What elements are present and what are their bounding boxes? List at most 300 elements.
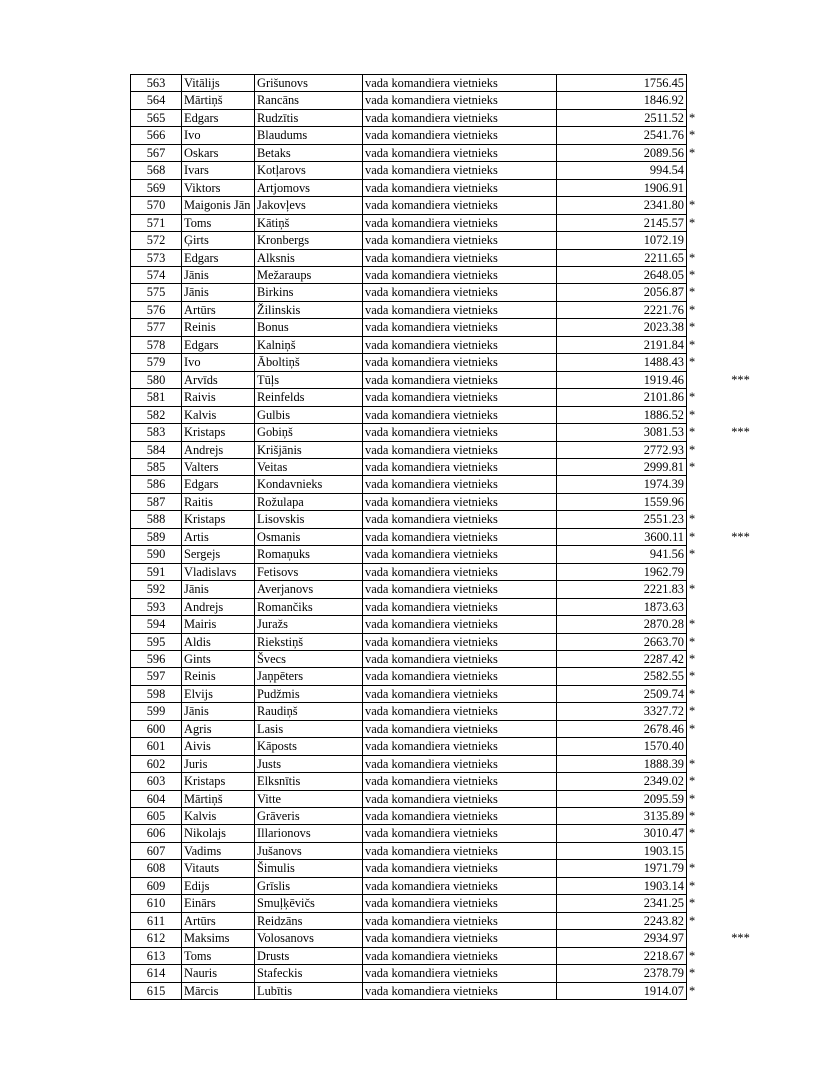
first-name-cell: Vladislavs: [182, 563, 255, 580]
triple-asterisk-mark-cell: [714, 458, 768, 475]
salary-cell: 2870.28: [557, 616, 687, 633]
table-row: [131, 197, 768, 214]
table-body: [131, 75, 768, 1000]
last-name-cell: Blaudums: [255, 127, 363, 144]
position-cell: vada komandiera vietnieks: [363, 319, 557, 336]
asterisk-mark-cell: *: [689, 913, 696, 928]
position-cell: vada komandiera vietnieks: [363, 965, 557, 982]
salary-cell: 1962.79: [557, 563, 687, 580]
first-name-cell: Mārtiņš: [182, 790, 255, 807]
triple-asterisk-mark-cell: [714, 616, 768, 633]
salary-cell: 2934.97: [557, 930, 687, 947]
last-name-cell: Kātiņš: [255, 214, 363, 231]
triple-asterisk-mark-cell: [714, 842, 768, 859]
triple-asterisk-mark-cell: [714, 685, 768, 702]
last-name-cell: Riekstiņš: [255, 633, 363, 650]
row-number-cell: 592: [131, 581, 182, 598]
row-number-cell: 567: [131, 144, 182, 161]
row-number-cell: 593: [131, 598, 182, 615]
first-name-cell: Edijs: [182, 877, 255, 894]
row-number-cell: 573: [131, 249, 182, 266]
asterisk-mark-cell: *: [689, 250, 696, 265]
row-number-cell: 606: [131, 825, 182, 842]
asterisk-mark-cell: [687, 75, 714, 92]
row-number-cell: 566: [131, 127, 182, 144]
row-number-cell: 579: [131, 354, 182, 371]
salary-cell: 3135.89: [557, 808, 687, 825]
triple-asterisk-mark-cell: ***: [731, 529, 750, 544]
table-row: [131, 825, 768, 842]
first-name-cell: Mārcis: [182, 982, 255, 999]
table-row: [131, 528, 768, 545]
row-number-cell: 575: [131, 284, 182, 301]
table-row: [131, 685, 768, 702]
table-row: [131, 738, 768, 755]
asterisk-mark-cell: *: [689, 425, 696, 440]
table-row: [131, 720, 768, 737]
salary-cell: 1756.45: [557, 75, 687, 92]
table-row: [131, 493, 768, 510]
row-number-cell: 594: [131, 616, 182, 633]
table-row: [131, 982, 768, 999]
table-row: [131, 266, 768, 283]
triple-asterisk-mark-cell: [714, 249, 768, 266]
asterisk-mark-cell: [687, 842, 714, 859]
salary-cell: 1906.91: [557, 179, 687, 196]
asterisk-mark-cell: *: [689, 512, 696, 527]
triple-asterisk-mark-cell: [714, 895, 768, 912]
position-cell: vada komandiera vietnieks: [363, 598, 557, 615]
asterisk-mark-cell: *: [689, 686, 696, 701]
row-number-cell: 605: [131, 808, 182, 825]
row-number-cell: 600: [131, 720, 182, 737]
table-row: [131, 249, 768, 266]
row-number-cell: 609: [131, 877, 182, 894]
position-cell: vada komandiera vietnieks: [363, 144, 557, 161]
triple-asterisk-mark-cell: [714, 947, 768, 964]
salary-cell: 2056.87: [557, 284, 687, 301]
salary-cell: 2582.55: [557, 668, 687, 685]
first-name-cell: Elvijs: [182, 685, 255, 702]
asterisk-mark-cell: [687, 930, 714, 947]
position-cell: vada komandiera vietnieks: [363, 633, 557, 650]
first-name-cell: Kalvis: [182, 406, 255, 423]
table-row: [131, 703, 768, 720]
table-row: [131, 162, 768, 179]
asterisk-mark-cell: *: [689, 791, 696, 806]
salary-cell: 2678.46: [557, 720, 687, 737]
position-cell: vada komandiera vietnieks: [363, 336, 557, 353]
row-number-cell: 613: [131, 947, 182, 964]
asterisk-mark-cell: *: [689, 529, 696, 544]
table-row: [131, 371, 768, 388]
table-row: [131, 127, 768, 144]
asterisk-mark-cell: *: [689, 337, 696, 352]
triple-asterisk-mark-cell: [714, 476, 768, 493]
asterisk-mark-cell: [687, 92, 714, 109]
asterisk-mark-cell: *: [689, 966, 696, 981]
asterisk-mark-cell: *: [689, 407, 696, 422]
asterisk-mark-cell: *: [689, 459, 696, 474]
last-name-cell: Jakovļevs: [255, 197, 363, 214]
table-row: [131, 406, 768, 423]
position-cell: vada komandiera vietnieks: [363, 860, 557, 877]
first-name-cell: Maigonis Jān: [182, 197, 255, 214]
first-name-cell: Andrejs: [182, 441, 255, 458]
salary-cell: 2243.82: [557, 912, 687, 929]
last-name-cell: Smuļķēvičs: [255, 895, 363, 912]
salary-cell: 2541.76: [557, 127, 687, 144]
triple-asterisk-mark-cell: [714, 773, 768, 790]
last-name-cell: Romaņuks: [255, 546, 363, 563]
position-cell: vada komandiera vietnieks: [363, 249, 557, 266]
table-row: [131, 965, 768, 982]
row-number-cell: 611: [131, 912, 182, 929]
table-row: [131, 912, 768, 929]
triple-asterisk-mark-cell: [714, 738, 768, 755]
last-name-cell: Birkins: [255, 284, 363, 301]
row-number-cell: 577: [131, 319, 182, 336]
position-cell: vada komandiera vietnieks: [363, 214, 557, 231]
first-name-cell: Arvīds: [182, 371, 255, 388]
last-name-cell: Lasis: [255, 720, 363, 737]
row-number-cell: 602: [131, 755, 182, 772]
first-name-cell: Artis: [182, 528, 255, 545]
last-name-cell: Alksnis: [255, 249, 363, 266]
triple-asterisk-mark-cell: [714, 581, 768, 598]
table-row: [131, 650, 768, 667]
salary-cell: 1873.63: [557, 598, 687, 615]
salary-cell: 941.56: [557, 546, 687, 563]
first-name-cell: Jānis: [182, 266, 255, 283]
last-name-cell: Gulbis: [255, 406, 363, 423]
asterisk-mark-cell: *: [689, 267, 696, 282]
asterisk-mark-cell: *: [689, 582, 696, 597]
last-name-cell: Šimulis: [255, 860, 363, 877]
salary-cell: 2772.93: [557, 441, 687, 458]
triple-asterisk-mark-cell: [714, 982, 768, 999]
first-name-cell: Artūrs: [182, 912, 255, 929]
triple-asterisk-mark-cell: [714, 650, 768, 667]
row-number-cell: 585: [131, 458, 182, 475]
asterisk-mark-cell: [687, 493, 714, 510]
salary-cell: 2221.83: [557, 581, 687, 598]
asterisk-mark-cell: *: [689, 826, 696, 841]
table-row: [131, 668, 768, 685]
first-name-cell: Kristaps: [182, 773, 255, 790]
row-number-cell: 568: [131, 162, 182, 179]
row-number-cell: 571: [131, 214, 182, 231]
table-row: [131, 842, 768, 859]
last-name-cell: Kondavnieks: [255, 476, 363, 493]
table-row: [131, 354, 768, 371]
position-cell: vada komandiera vietnieks: [363, 232, 557, 249]
position-cell: vada komandiera vietnieks: [363, 458, 557, 475]
position-cell: vada komandiera vietnieks: [363, 109, 557, 126]
triple-asterisk-mark-cell: [714, 965, 768, 982]
triple-asterisk-mark-cell: [714, 877, 768, 894]
last-name-cell: Volosanovs: [255, 930, 363, 947]
last-name-cell: Illarionovs: [255, 825, 363, 842]
last-name-cell: Tūļs: [255, 371, 363, 388]
first-name-cell: Reinis: [182, 668, 255, 685]
last-name-cell: Rancāns: [255, 92, 363, 109]
asterisk-mark-cell: *: [689, 547, 696, 562]
table-row: [131, 476, 768, 493]
first-name-cell: Raivis: [182, 389, 255, 406]
row-number-cell: 612: [131, 930, 182, 947]
position-cell: vada komandiera vietnieks: [363, 493, 557, 510]
first-name-cell: Vitauts: [182, 860, 255, 877]
triple-asterisk-mark-cell: [714, 319, 768, 336]
asterisk-mark-cell: *: [689, 128, 696, 143]
triple-asterisk-mark-cell: [714, 214, 768, 231]
row-number-cell: 607: [131, 842, 182, 859]
row-number-cell: 598: [131, 685, 182, 702]
table-row: [131, 458, 768, 475]
row-number-cell: 588: [131, 511, 182, 528]
position-cell: vada komandiera vietnieks: [363, 528, 557, 545]
triple-asterisk-mark-cell: [714, 633, 768, 650]
position-cell: vada komandiera vietnieks: [363, 773, 557, 790]
salary-cell: 1072.19: [557, 232, 687, 249]
row-number-cell: 580: [131, 371, 182, 388]
first-name-cell: Jānis: [182, 284, 255, 301]
asterisk-mark-cell: *: [689, 390, 696, 405]
position-cell: vada komandiera vietnieks: [363, 563, 557, 580]
last-name-cell: Drusts: [255, 947, 363, 964]
asterisk-mark-cell: *: [689, 145, 696, 160]
asterisk-mark-cell: *: [689, 110, 696, 125]
triple-asterisk-mark-cell: [714, 406, 768, 423]
position-cell: vada komandiera vietnieks: [363, 371, 557, 388]
table-row: [131, 92, 768, 109]
first-name-cell: Ivars: [182, 162, 255, 179]
last-name-cell: Stafeckis: [255, 965, 363, 982]
last-name-cell: Romančiks: [255, 598, 363, 615]
triple-asterisk-mark-cell: [714, 668, 768, 685]
last-name-cell: Grīslis: [255, 877, 363, 894]
asterisk-mark-cell: *: [689, 617, 696, 632]
salary-cell: 2095.59: [557, 790, 687, 807]
asterisk-mark-cell: *: [689, 651, 696, 666]
table-row: [131, 144, 768, 161]
first-name-cell: Toms: [182, 947, 255, 964]
triple-asterisk-mark-cell: [714, 75, 768, 92]
first-name-cell: Ģirts: [182, 232, 255, 249]
triple-asterisk-mark-cell: [714, 755, 768, 772]
row-number-cell: 584: [131, 441, 182, 458]
row-number-cell: 586: [131, 476, 182, 493]
triple-asterisk-mark-cell: [714, 808, 768, 825]
position-cell: vada komandiera vietnieks: [363, 825, 557, 842]
position-cell: vada komandiera vietnieks: [363, 912, 557, 929]
asterisk-mark-cell: *: [689, 878, 696, 893]
asterisk-mark-cell: *: [689, 355, 696, 370]
salary-cell: 1570.40: [557, 738, 687, 755]
last-name-cell: Lisovskis: [255, 511, 363, 528]
last-name-cell: Kāposts: [255, 738, 363, 755]
position-cell: vada komandiera vietnieks: [363, 755, 557, 772]
table-row: [131, 930, 768, 947]
row-number-cell: 601: [131, 738, 182, 755]
position-cell: vada komandiera vietnieks: [363, 354, 557, 371]
salary-cell: 3081.53: [557, 424, 687, 441]
salary-cell: 2378.79: [557, 965, 687, 982]
asterisk-mark-cell: [687, 162, 714, 179]
last-name-cell: Švecs: [255, 650, 363, 667]
last-name-cell: Mežaraups: [255, 266, 363, 283]
triple-asterisk-mark-cell: [714, 336, 768, 353]
salary-cell: 2221.76: [557, 301, 687, 318]
triple-asterisk-mark-cell: [714, 598, 768, 615]
first-name-cell: Aldis: [182, 633, 255, 650]
last-name-cell: Kotļarovs: [255, 162, 363, 179]
table-row: [131, 232, 768, 249]
salary-cell: 1971.79: [557, 860, 687, 877]
first-name-cell: Edgars: [182, 249, 255, 266]
first-name-cell: Nikolajs: [182, 825, 255, 842]
row-number-cell: 587: [131, 493, 182, 510]
position-cell: vada komandiera vietnieks: [363, 75, 557, 92]
salary-cell: 2341.80: [557, 197, 687, 214]
row-number-cell: 595: [131, 633, 182, 650]
salary-cell: 2023.38: [557, 319, 687, 336]
table-row: [131, 947, 768, 964]
asterisk-mark-cell: *: [689, 983, 696, 998]
salary-cell: 2999.81: [557, 458, 687, 475]
salary-cell: 2511.52: [557, 109, 687, 126]
row-number-cell: 608: [131, 860, 182, 877]
first-name-cell: Ivo: [182, 127, 255, 144]
first-name-cell: Maksims: [182, 930, 255, 947]
last-name-cell: Averjanovs: [255, 581, 363, 598]
position-cell: vada komandiera vietnieks: [363, 92, 557, 109]
asterisk-mark-cell: *: [689, 948, 696, 963]
triple-asterisk-mark-cell: [714, 493, 768, 510]
triple-asterisk-mark-cell: [714, 546, 768, 563]
last-name-cell: Reidzāns: [255, 912, 363, 929]
asterisk-mark-cell: [687, 179, 714, 196]
first-name-cell: Raitis: [182, 493, 255, 510]
row-number-cell: 591: [131, 563, 182, 580]
triple-asterisk-mark-cell: [714, 720, 768, 737]
staff-salary-table: [130, 74, 768, 1000]
last-name-cell: Raudiņš: [255, 703, 363, 720]
position-cell: vada komandiera vietnieks: [363, 790, 557, 807]
table-row: [131, 895, 768, 912]
salary-cell: 1974.39: [557, 476, 687, 493]
row-number-cell: 581: [131, 389, 182, 406]
position-cell: vada komandiera vietnieks: [363, 581, 557, 598]
row-number-cell: 565: [131, 109, 182, 126]
first-name-cell: Vitālijs: [182, 75, 255, 92]
table-row: [131, 214, 768, 231]
asterisk-mark-cell: *: [689, 285, 696, 300]
first-name-cell: Edgars: [182, 476, 255, 493]
position-cell: vada komandiera vietnieks: [363, 982, 557, 999]
asterisk-mark-cell: [687, 232, 714, 249]
salary-cell: 2663.70: [557, 633, 687, 650]
row-number-cell: 583: [131, 424, 182, 441]
salary-cell: 3010.47: [557, 825, 687, 842]
position-cell: vada komandiera vietnieks: [363, 441, 557, 458]
row-number-cell: 615: [131, 982, 182, 999]
row-number-cell: 614: [131, 965, 182, 982]
salary-cell: 1903.15: [557, 842, 687, 859]
first-name-cell: Edgars: [182, 336, 255, 353]
salary-cell: 1914.07: [557, 982, 687, 999]
asterisk-mark-cell: [687, 598, 714, 615]
table-row: [131, 581, 768, 598]
salary-cell: 2648.05: [557, 266, 687, 283]
position-cell: vada komandiera vietnieks: [363, 476, 557, 493]
triple-asterisk-mark-cell: [714, 825, 768, 842]
last-name-cell: Rudzītis: [255, 109, 363, 126]
last-name-cell: Grišunovs: [255, 75, 363, 92]
asterisk-mark-cell: *: [689, 756, 696, 771]
salary-cell: 2101.86: [557, 389, 687, 406]
salary-cell: 1888.39: [557, 755, 687, 772]
triple-asterisk-mark-cell: [714, 703, 768, 720]
last-name-cell: Vitte: [255, 790, 363, 807]
last-name-cell: Fetisovs: [255, 563, 363, 580]
salary-cell: 2191.84: [557, 336, 687, 353]
triple-asterisk-mark-cell: [714, 511, 768, 528]
triple-asterisk-mark-cell: [714, 232, 768, 249]
last-name-cell: Reinfelds: [255, 389, 363, 406]
first-name-cell: Jānis: [182, 703, 255, 720]
last-name-cell: Pudžmis: [255, 685, 363, 702]
asterisk-mark-cell: *: [689, 215, 696, 230]
row-number-cell: 563: [131, 75, 182, 92]
table-row: [131, 179, 768, 196]
row-number-cell: 603: [131, 773, 182, 790]
salary-cell: 1488.43: [557, 354, 687, 371]
asterisk-mark-cell: *: [689, 809, 696, 824]
table-row: [131, 511, 768, 528]
row-number-cell: 610: [131, 895, 182, 912]
first-name-cell: Artūrs: [182, 301, 255, 318]
asterisk-mark-cell: [687, 738, 714, 755]
row-number-cell: 589: [131, 528, 182, 545]
salary-cell: 2145.57: [557, 214, 687, 231]
position-cell: vada komandiera vietnieks: [363, 424, 557, 441]
asterisk-mark-cell: [687, 476, 714, 493]
position-cell: vada komandiera vietnieks: [363, 284, 557, 301]
first-name-cell: Agris: [182, 720, 255, 737]
triple-asterisk-mark-cell: [714, 301, 768, 318]
first-name-cell: Andrejs: [182, 598, 255, 615]
table-row: [131, 441, 768, 458]
triple-asterisk-mark-cell: ***: [731, 425, 750, 440]
first-name-cell: Aivis: [182, 738, 255, 755]
row-number-cell: 572: [131, 232, 182, 249]
row-number-cell: 596: [131, 650, 182, 667]
table-row: [131, 389, 768, 406]
salary-cell: 2509.74: [557, 685, 687, 702]
last-name-cell: Krišjānis: [255, 441, 363, 458]
first-name-cell: Einārs: [182, 895, 255, 912]
asterisk-mark-cell: *: [689, 320, 696, 335]
salary-cell: 3327.72: [557, 703, 687, 720]
salary-cell: 1919.46: [557, 371, 687, 388]
table-row: [131, 109, 768, 126]
position-cell: vada komandiera vietnieks: [363, 266, 557, 283]
position-cell: vada komandiera vietnieks: [363, 668, 557, 685]
asterisk-mark-cell: *: [689, 861, 696, 876]
position-cell: vada komandiera vietnieks: [363, 895, 557, 912]
